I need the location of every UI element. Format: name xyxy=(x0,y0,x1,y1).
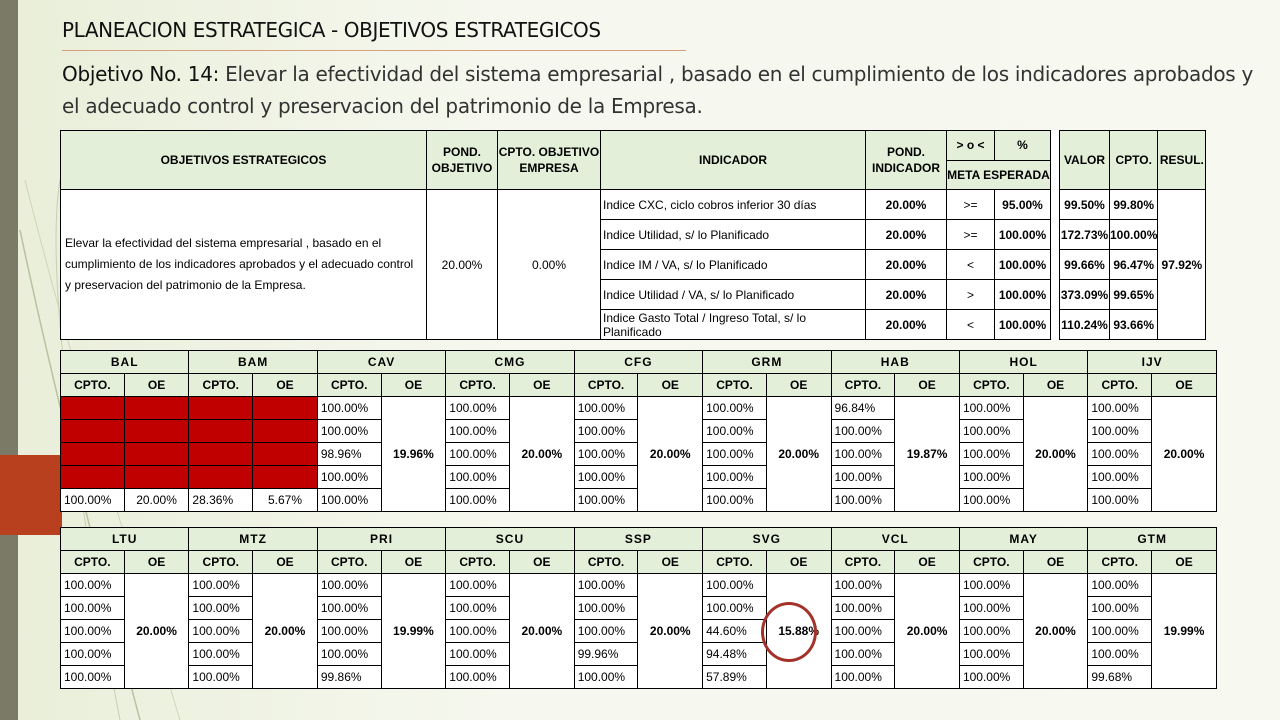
red-cell xyxy=(124,466,189,489)
indicator-cpto: 93.66% xyxy=(1110,310,1158,340)
oe-value: 20.00% xyxy=(1023,574,1088,689)
unit-name: CFG xyxy=(574,351,702,374)
cpto-value: 100.00% xyxy=(1088,397,1152,420)
cpto-value: 100.00% xyxy=(317,620,381,643)
oe-header: OE xyxy=(381,374,446,397)
unit-name: CMG xyxy=(446,351,574,374)
oe-header: OE xyxy=(509,551,574,574)
cpto-value: 100.00% xyxy=(831,643,895,666)
cpto-value xyxy=(61,443,125,466)
unit-name: SVG xyxy=(703,528,831,551)
unit-name: BAM xyxy=(189,351,317,374)
oe-value: 20.00% xyxy=(895,574,960,689)
oe-header: OE xyxy=(253,374,318,397)
oe-header: OE xyxy=(895,374,960,397)
oe-value: 20.00% xyxy=(124,574,189,689)
cpto-header: CPTO. xyxy=(574,551,638,574)
cpto-value: 100.00% xyxy=(189,666,253,689)
indicator-meta: 100.00% xyxy=(995,280,1051,310)
table-row xyxy=(61,397,1217,420)
indicator-operator: > xyxy=(947,280,995,310)
cpto-header: CPTO. xyxy=(831,374,895,397)
cpto-header: CPTO. xyxy=(831,551,895,574)
indicator-valor: 99.50% xyxy=(1060,190,1110,220)
cpto-value: 100.00% xyxy=(317,489,381,512)
oe-header: OE xyxy=(381,551,446,574)
indicator-cpto: 100.00% xyxy=(1110,220,1158,250)
header-pond-indicador: POND. INDICADOR xyxy=(866,131,947,190)
cpto-value: 100.00% xyxy=(574,420,638,443)
unit-subheader-row xyxy=(61,374,1217,397)
oe-header: OE xyxy=(766,551,831,574)
cpto-value: 100.00% xyxy=(703,489,767,512)
indicator-meta: 95.00% xyxy=(995,190,1051,220)
cpto-value: 28.36% xyxy=(189,489,253,512)
unit-name: SSP xyxy=(574,528,702,551)
cpto-value: 100.00% xyxy=(831,420,895,443)
oe-header: OE xyxy=(124,551,189,574)
cpto-value: 100.00% xyxy=(703,420,767,443)
column-gap xyxy=(1051,131,1060,340)
indicator-pond: 20.00% xyxy=(866,280,947,310)
cpto-value: 100.00% xyxy=(446,574,510,597)
oe-header: OE xyxy=(253,551,318,574)
cpto-value: 100.00% xyxy=(959,466,1023,489)
red-cell xyxy=(124,420,189,443)
oe-value: 15.88% xyxy=(766,574,831,689)
red-cell xyxy=(253,443,318,466)
indicator-meta: 100.00% xyxy=(995,310,1051,340)
indicator-cpto: 96.47% xyxy=(1110,250,1158,280)
cpto-value: 100.00% xyxy=(574,597,638,620)
header-percent: % xyxy=(995,131,1051,161)
cpto-value xyxy=(189,420,253,443)
cpto-objetivo-value: 0.00% xyxy=(498,190,601,340)
cpto-header: CPTO. xyxy=(703,551,767,574)
header-resul: RESUL. xyxy=(1158,131,1206,190)
oe-value: 19.99% xyxy=(1152,574,1217,689)
cpto-value: 99.68% xyxy=(1088,666,1152,689)
indicator-cpto: 99.80% xyxy=(1110,190,1158,220)
indicator-meta: 100.00% xyxy=(995,250,1051,280)
indicator-pond: 20.00% xyxy=(866,190,947,220)
cpto-value: 100.00% xyxy=(703,574,767,597)
oe-value: 20.00% xyxy=(638,574,703,689)
cpto-value: 100.00% xyxy=(703,597,767,620)
cpto-value: 99.96% xyxy=(574,643,638,666)
cpto-value xyxy=(61,420,125,443)
cpto-value: 100.00% xyxy=(1088,597,1152,620)
cpto-value: 100.00% xyxy=(446,397,510,420)
oe-header: OE xyxy=(638,374,703,397)
cpto-value: 100.00% xyxy=(317,397,381,420)
unit-name: CAV xyxy=(317,351,445,374)
indicator-valor: 172.73% xyxy=(1060,220,1110,250)
header-pond-objetivo: POND. OBJETIVO xyxy=(427,131,498,190)
objective-label: Objetivo No. 14: xyxy=(62,62,220,86)
unit-name: HAB xyxy=(831,351,959,374)
oe-value: 20.00% xyxy=(253,574,318,689)
unit-name: GRM xyxy=(703,351,831,374)
cpto-value: 100.00% xyxy=(61,574,125,597)
cpto-header: CPTO. xyxy=(317,374,381,397)
objective-subtitle xyxy=(62,58,1262,122)
cpto-value: 57.89% xyxy=(703,666,767,689)
units-table-top xyxy=(60,350,1217,512)
unit-name: IJV xyxy=(1088,351,1217,374)
highlight-circle xyxy=(761,602,817,662)
oe-value: 20.00% xyxy=(509,574,574,689)
cpto-value: 100.00% xyxy=(1088,574,1152,597)
cpto-value: 100.00% xyxy=(831,489,895,512)
indicator-pond: 20.00% xyxy=(866,220,947,250)
unit-names-row xyxy=(61,351,1217,374)
cpto-value: 100.00% xyxy=(703,397,767,420)
oe-header: OE xyxy=(895,551,960,574)
pond-objetivo-value: 20.00% xyxy=(427,190,498,340)
cpto-value: 100.00% xyxy=(574,666,638,689)
cpto-value: 100.00% xyxy=(959,597,1023,620)
cpto-value: 100.00% xyxy=(189,597,253,620)
indicator-cpto: 99.65% xyxy=(1110,280,1158,310)
cpto-value: 98.96% xyxy=(317,443,381,466)
oe-value: 20.00% xyxy=(1152,397,1217,512)
objective-description: Elevar la efectividad del sistema empresarial , basado en el cumplimiento de los indicadores aprobados y el adecuado control y preservacion del patrimonio de la Empresa. xyxy=(61,190,427,340)
cpto-value: 100.00% xyxy=(831,466,895,489)
unit-name: MAY xyxy=(959,528,1087,551)
cpto-header: CPTO. xyxy=(446,551,510,574)
cpto-value: 100.00% xyxy=(574,489,638,512)
oe-header: OE xyxy=(1152,551,1217,574)
oe-header: OE xyxy=(1023,551,1088,574)
cpto-value: 100.00% xyxy=(959,489,1023,512)
indicator-name: Indice IM / VA, s/ lo Planificado xyxy=(601,250,866,280)
header-objetivos: OBJETIVOS ESTRATEGICOS xyxy=(61,131,427,190)
cpto-value: 100.00% xyxy=(446,443,510,466)
oe-header: OE xyxy=(509,374,574,397)
cpto-value: 100.00% xyxy=(831,597,895,620)
oe-value: 20.00% xyxy=(124,489,189,512)
cpto-value: 100.00% xyxy=(317,643,381,666)
indicator-pond: 20.00% xyxy=(866,310,947,340)
cpto-value: 100.00% xyxy=(61,489,125,512)
cpto-header: CPTO. xyxy=(446,374,510,397)
cpto-value: 100.00% xyxy=(317,420,381,443)
cpto-value: 100.00% xyxy=(574,397,638,420)
cpto-value: 44.60% xyxy=(703,620,767,643)
cpto-value: 100.00% xyxy=(1088,643,1152,666)
units-table-bottom xyxy=(60,527,1217,689)
cpto-value xyxy=(61,397,125,420)
oe-value: 19.99% xyxy=(381,574,446,689)
cpto-value: 100.00% xyxy=(959,666,1023,689)
cpto-header: CPTO. xyxy=(317,551,381,574)
cpto-value: 100.00% xyxy=(317,597,381,620)
cpto-value: 100.00% xyxy=(317,466,381,489)
cpto-value: 100.00% xyxy=(189,643,253,666)
oe-value: 20.00% xyxy=(509,397,574,512)
cpto-value: 94.48% xyxy=(703,643,767,666)
indicator-valor: 99.66% xyxy=(1060,250,1110,280)
cpto-value: 100.00% xyxy=(446,666,510,689)
oe-header: OE xyxy=(1152,374,1217,397)
cpto-value: 100.00% xyxy=(574,466,638,489)
cpto-value: 100.00% xyxy=(959,643,1023,666)
oe-value: 20.00% xyxy=(766,397,831,512)
cpto-header: CPTO. xyxy=(574,374,638,397)
indicator-name: Indice Utilidad / VA, s/ lo Planificado xyxy=(601,280,866,310)
cpto-header: CPTO. xyxy=(189,551,253,574)
cpto-value: 100.00% xyxy=(317,574,381,597)
cpto-value: 100.00% xyxy=(703,443,767,466)
page-title: PLANEACION ESTRATEGICA - OBJETIVOS ESTRATEGICOS xyxy=(62,18,601,42)
cpto-value xyxy=(189,466,253,489)
cpto-header: CPTO. xyxy=(61,374,125,397)
cpto-value: 100.00% xyxy=(189,574,253,597)
oe-header: OE xyxy=(1023,374,1088,397)
cpto-value: 100.00% xyxy=(61,620,125,643)
cpto-value: 100.00% xyxy=(61,597,125,620)
header-cpto: CPTO. xyxy=(1110,131,1158,190)
cpto-value: 100.00% xyxy=(446,489,510,512)
cpto-value: 100.00% xyxy=(574,443,638,466)
unit-name: HOL xyxy=(959,351,1087,374)
cpto-value: 99.86% xyxy=(317,666,381,689)
indicator-name: Indice Utilidad, s/ lo Planificado xyxy=(601,220,866,250)
cpto-value: 100.00% xyxy=(831,443,895,466)
objective-text: Elevar la efectividad del sistema empresarial , basado en el cumplimiento de los indicadores aprobados y el adecuado control y preservacion del patrimonio de la Empresa. xyxy=(62,62,1253,118)
indicator-name: Indice Gasto Total / Ingreso Total, s/ lo Planificado xyxy=(601,310,866,340)
oe-header: OE xyxy=(766,374,831,397)
red-cell xyxy=(253,420,318,443)
unit-name: PRI xyxy=(317,528,445,551)
indicator-operator: < xyxy=(947,310,995,340)
unit-name: SCU xyxy=(446,528,574,551)
cpto-value xyxy=(189,397,253,420)
cpto-value: 100.00% xyxy=(1088,420,1152,443)
indicator-operator: < xyxy=(947,250,995,280)
cpto-header: CPTO. xyxy=(1088,551,1152,574)
cpto-value: 100.00% xyxy=(959,420,1023,443)
cpto-value: 100.00% xyxy=(446,620,510,643)
oe-header: OE xyxy=(638,551,703,574)
header-valor: VALOR xyxy=(1060,131,1110,190)
red-cell xyxy=(124,443,189,466)
unit-name: VCL xyxy=(831,528,959,551)
cpto-value: 100.00% xyxy=(959,443,1023,466)
cpto-header: CPTO. xyxy=(61,551,125,574)
cpto-value: 100.00% xyxy=(446,597,510,620)
cpto-value: 100.00% xyxy=(959,397,1023,420)
cpto-header: CPTO. xyxy=(959,551,1023,574)
unit-name: GTM xyxy=(1088,528,1217,551)
indicator-operator: >= xyxy=(947,220,995,250)
cpto-value: 100.00% xyxy=(446,643,510,666)
cpto-value: 100.00% xyxy=(959,620,1023,643)
cpto-value: 100.00% xyxy=(1088,489,1152,512)
red-accent-block xyxy=(0,455,62,535)
cpto-value: 100.00% xyxy=(831,620,895,643)
indicator-row xyxy=(61,190,1206,220)
header-cpto-objetivo: CPTO. OBJETIVO EMPRESA xyxy=(498,131,601,190)
cpto-header: CPTO. xyxy=(1088,374,1152,397)
cpto-value xyxy=(61,466,125,489)
cpto-value: 100.00% xyxy=(831,574,895,597)
unit-name: MTZ xyxy=(189,528,317,551)
cpto-value: 100.00% xyxy=(1088,620,1152,643)
cpto-value: 100.00% xyxy=(574,620,638,643)
indicator-meta: 100.00% xyxy=(995,220,1051,250)
indicator-valor: 373.09% xyxy=(1060,280,1110,310)
cpto-value: 100.00% xyxy=(959,574,1023,597)
cpto-value: 100.00% xyxy=(1088,466,1152,489)
cpto-value: 100.00% xyxy=(1088,443,1152,466)
indicator-name: Indice CXC, ciclo cobros inferior 30 días xyxy=(601,190,866,220)
cpto-value: 100.00% xyxy=(61,666,125,689)
cpto-header: CPTO. xyxy=(703,374,767,397)
cpto-value: 96.84% xyxy=(831,397,895,420)
red-cell xyxy=(253,466,318,489)
cpto-value: 100.00% xyxy=(831,666,895,689)
red-cell xyxy=(124,397,189,420)
cpto-header: CPTO. xyxy=(189,374,253,397)
cpto-value: 100.00% xyxy=(446,466,510,489)
header-operator: > o < xyxy=(947,131,995,161)
table-row xyxy=(61,574,1217,597)
indicator-valor: 110.24% xyxy=(1060,310,1110,340)
red-cell xyxy=(253,397,318,420)
unit-names-row xyxy=(61,528,1217,551)
unit-name: LTU xyxy=(61,528,189,551)
indicator-pond: 20.00% xyxy=(866,250,947,280)
unit-name: BAL xyxy=(61,351,189,374)
cpto-value: 100.00% xyxy=(61,643,125,666)
resul-value: 97.92% xyxy=(1158,190,1206,340)
objectives-table xyxy=(60,130,1206,340)
oe-value: 19.87% xyxy=(895,397,960,512)
cpto-value: 100.00% xyxy=(703,466,767,489)
title-underline xyxy=(62,50,686,51)
oe-value: 19.96% xyxy=(381,397,446,512)
cpto-value: 100.00% xyxy=(189,620,253,643)
cpto-value xyxy=(189,443,253,466)
cpto-header: CPTO. xyxy=(959,374,1023,397)
oe-header: OE xyxy=(124,374,189,397)
header-indicador: INDICADOR xyxy=(601,131,866,190)
oe-value: 5.67% xyxy=(253,489,318,512)
cpto-value: 100.00% xyxy=(446,420,510,443)
unit-subheader-row xyxy=(61,551,1217,574)
oe-value: 20.00% xyxy=(638,397,703,512)
header-meta-esperada: META ESPERADA xyxy=(947,160,1051,190)
indicator-operator: >= xyxy=(947,190,995,220)
oe-value: 20.00% xyxy=(1023,397,1088,512)
cpto-value: 100.00% xyxy=(574,574,638,597)
